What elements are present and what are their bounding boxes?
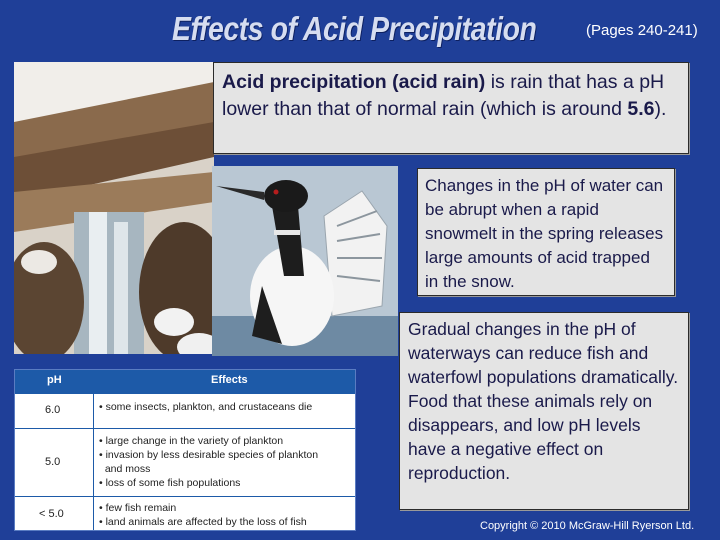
table-row-divider	[15, 428, 355, 429]
gradual-change-text: Gradual changes in the pH of waterways can reduce fish and waterfowl populations dramatically. Food that these animals rely on disappears, and low pH levels have a negative effect on reproduction.	[408, 319, 679, 483]
copyright: Copyright © 2010 McGraw-Hill Ryerson Ltd.	[480, 520, 695, 532]
stream-photo	[14, 62, 214, 354]
slide-title: Effects of Acid Precipitation	[172, 10, 537, 47]
table-row-divider	[15, 496, 355, 497]
row-ph-value: < 5.0	[39, 508, 64, 520]
definition-term: Acid precipitation (acid rain)	[222, 71, 486, 93]
table-header	[15, 370, 355, 394]
page-reference: (Pages 240-241)	[586, 22, 698, 39]
definition-box	[213, 62, 689, 154]
row-effect: • large change in the variety of plankton	[99, 435, 284, 447]
snowmelt-text: Changes in the pH of water can be abrupt when a rapid snowmelt in the spring releases large amounts of acid trapped in the snow.	[425, 176, 664, 291]
row-effect: • land animals are affected by the loss of fish	[99, 516, 307, 528]
definition-text: is rain that has a pH lower than that of normal rain (which is around	[222, 71, 665, 120]
row-effect: • few fish remain	[99, 502, 177, 514]
row-ph-value: 6.0	[45, 404, 61, 416]
definition-text-end: ).	[654, 98, 667, 120]
gradual-change-box	[399, 312, 689, 510]
ph-effects-table	[14, 369, 356, 531]
normal-rain-ph: 5.6	[627, 98, 655, 120]
row-effect: • invasion by less desirable species of plankton	[99, 449, 319, 461]
row-effect: • loss of some fish populations	[99, 477, 241, 489]
table-header-ph: pH	[47, 374, 62, 386]
table-divider	[93, 370, 94, 530]
table-header-effects: Effects	[211, 374, 248, 386]
row-effect: and moss	[99, 463, 151, 475]
row-effect: • some insects, plankton, and crustaceans die	[99, 401, 313, 413]
row-ph-value: 5.0	[45, 456, 61, 468]
snowmelt-box	[417, 168, 675, 296]
loon-photo	[212, 166, 398, 356]
